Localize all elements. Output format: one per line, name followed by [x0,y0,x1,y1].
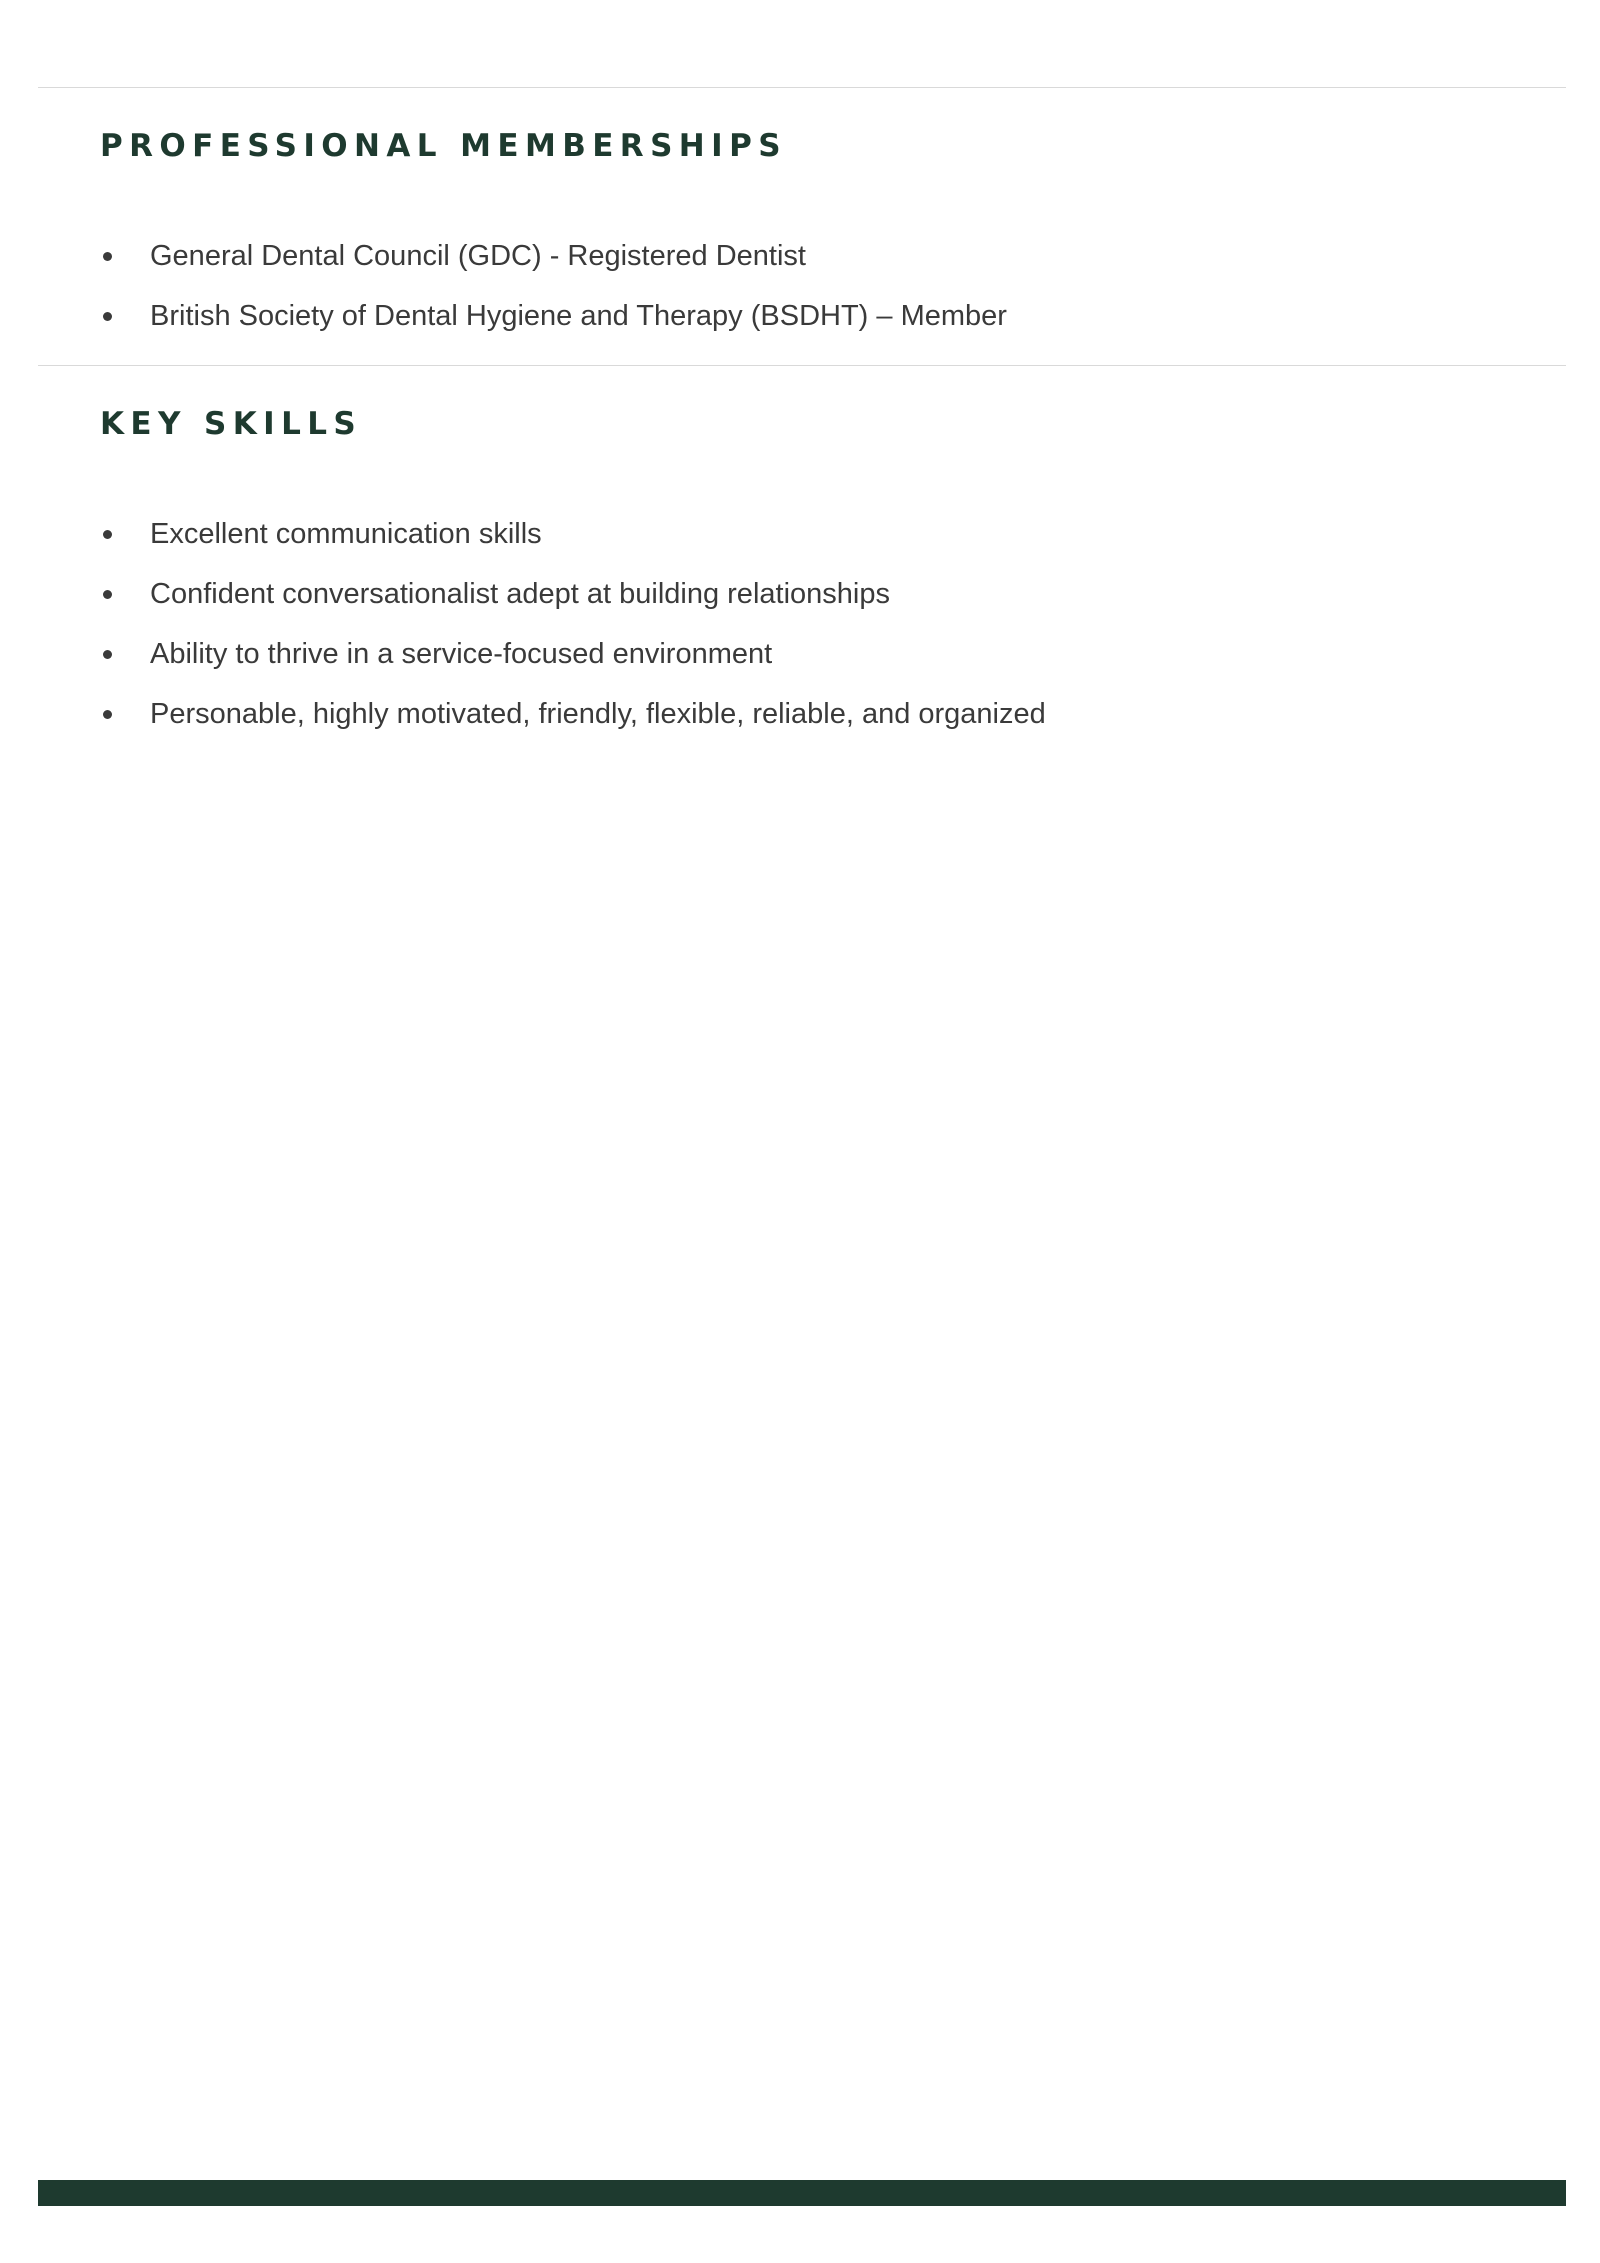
skills-list [100,504,1500,744]
bullet-icon [103,650,112,659]
bullet-icon [103,710,112,719]
skill-item-text: Confident conversationalist adept at building relationships [150,577,890,610]
bullet-icon [103,530,112,539]
skill-item [100,504,1500,564]
membership-item-text: General Dental Council (GDC) - Registered Dentist [150,239,806,272]
membership-item [100,226,1500,286]
memberships-list [100,226,1500,346]
membership-item-text: British Society of Dental Hygiene and Therapy (BSDHT) – Member [150,299,1007,332]
bullet-icon [103,590,112,599]
bullet-icon [103,312,112,321]
bullet-icon [103,252,112,261]
skills-section [100,406,1500,744]
skill-item-text: Ability to thrive in a service-focused environment [150,637,773,670]
skills-heading: KEY SKILLS [100,406,363,442]
memberships-section [100,128,1500,346]
section-divider [38,365,1566,366]
skill-item-text: Excellent communication skills [150,517,542,550]
top-divider [38,87,1566,88]
memberships-heading: PROFESSIONAL MEMBERSHIPS [100,128,787,164]
skill-item [100,564,1500,624]
skill-item [100,624,1500,684]
skill-item [100,684,1500,744]
skill-item-text: Personable, highly motivated, friendly, flexible, reliable, and organized [150,697,1046,730]
footer-bar [38,2180,1566,2206]
membership-item [100,286,1500,346]
